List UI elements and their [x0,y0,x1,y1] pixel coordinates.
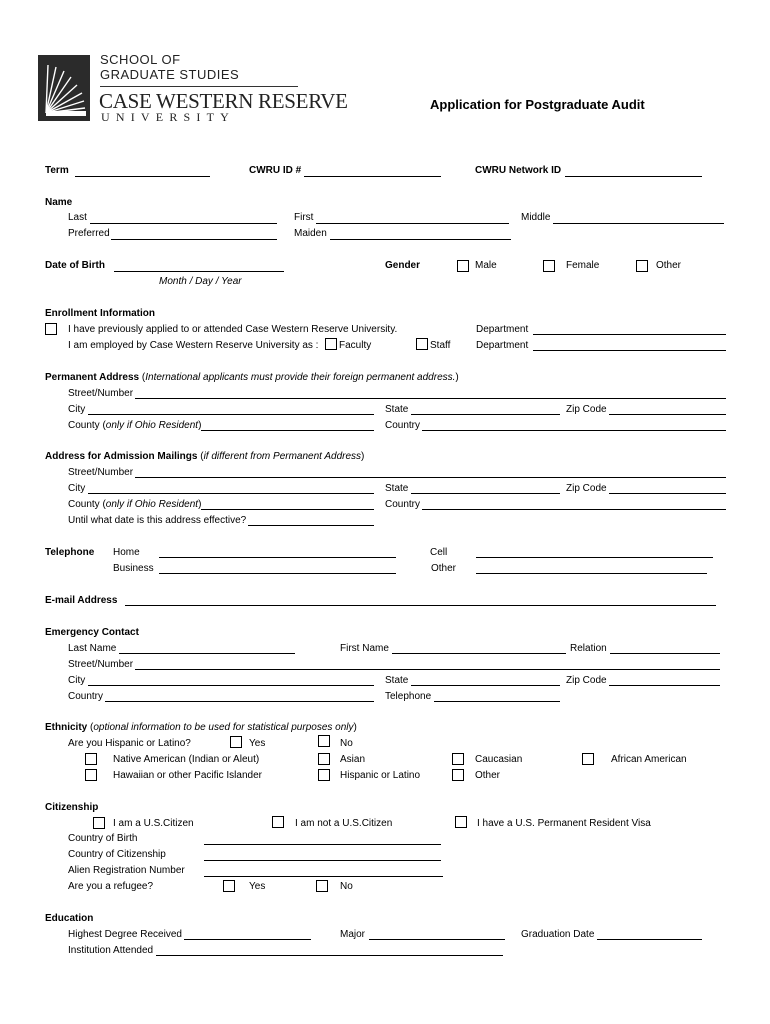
gender-other-checkbox[interactable] [636,260,648,272]
department-field-2[interactable] [533,350,726,351]
refugee-question: Are you a refugee? [68,881,154,892]
permanent-resident-checkbox[interactable] [455,816,467,828]
hawaiian-label: Hawaiian or other Pacific Islander [113,770,262,781]
perm-street-label: Street/Number [68,388,134,399]
emergency-telephone-label: Telephone [385,691,432,702]
perm-city-label: City [68,404,86,415]
highest-degree-label: Highest Degree Received [68,929,182,940]
alien-registration-label: Alien Registration Number [68,865,185,876]
enrollment-heading: Enrollment Information [45,308,155,319]
alien-registration-field[interactable] [204,876,443,877]
department-field-1[interactable] [533,334,726,335]
ethnicity-other-label: Other [475,770,501,781]
perm-county-label: County (only if Ohio Resident) [68,420,202,431]
telephone-label: Telephone [45,547,95,558]
previously-applied-label: I have previously applied to or attended Case Western Reserve University. [68,324,398,335]
mail-state-field[interactable] [411,493,560,494]
dob-field[interactable] [114,271,284,272]
country-of-citizenship-field[interactable] [204,860,441,861]
emergency-zip-label: Zip Code [566,675,607,686]
hawaiian-checkbox[interactable] [85,769,97,781]
middle-name-field[interactable] [553,223,724,224]
emergency-relation-label: Relation [570,643,607,654]
other-phone-field[interactable] [476,573,707,574]
staff-label: Staff [430,340,451,351]
perm-state-label: State [385,404,409,415]
mail-state-label: State [385,483,409,494]
caucasian-label: Caucasian [475,754,523,765]
mail-zip-label: Zip Code [566,483,607,494]
emergency-city-field[interactable] [88,685,374,686]
emergency-telephone-field[interactable] [434,701,560,702]
term-field[interactable] [75,176,210,177]
address-effective-label: Until what date is this address effective? [68,515,247,526]
hispanic-latino-checkbox[interactable] [318,769,330,781]
preferred-name-label: Preferred [68,228,110,239]
hispanic-yes-label: Yes [249,738,266,749]
home-phone-label: Home [113,547,140,558]
other-phone-label: Other [431,563,457,574]
caucasian-checkbox[interactable] [452,753,464,765]
business-phone-label: Business [113,563,154,574]
network-id-field[interactable] [565,176,702,177]
email-field[interactable] [125,605,716,606]
emergency-relation-field[interactable] [610,653,720,654]
cell-phone-label: Cell [430,547,448,558]
dob-format: Month / Day / Year [159,276,242,287]
country-of-birth-label: Country of Birth [68,833,138,844]
cell-phone-field[interactable] [476,557,713,558]
last-name-label: Last [68,212,87,223]
gender-male-checkbox[interactable] [457,260,469,272]
perm-city-field[interactable] [88,414,374,415]
not-us-citizen-label: I am not a U.S.Citizen [295,818,393,829]
first-name-field[interactable] [316,223,509,224]
perm-state-field[interactable] [411,414,560,415]
ethnicity-heading: Ethnicity (optional information to be used for statistical purposes only) [45,722,357,733]
employed-label: I am employed by Case Western Reserve University as : [68,340,319,351]
country-of-citizenship-label: Country of Citizenship [68,849,166,860]
gender-male-label: Male [475,260,497,271]
native-american-checkbox[interactable] [85,753,97,765]
emergency-state-field[interactable] [411,685,560,686]
gender-label: Gender [385,260,421,271]
perm-county-field[interactable] [201,430,374,431]
mailing-address-heading: Address for Admission Mailings (if different from Permanent Address) [45,451,365,462]
emergency-city-label: City [68,675,86,686]
faculty-checkbox[interactable] [325,338,337,350]
staff-checkbox[interactable] [416,338,428,350]
maiden-name-field[interactable] [330,239,511,240]
african-american-label: African American [611,754,687,765]
emergency-last-label: Last Name [68,643,117,654]
hispanic-latino-label: Hispanic or Latino [340,770,421,781]
business-phone-field[interactable] [159,573,396,574]
perm-zip-field[interactable] [609,414,726,415]
mail-street-field[interactable] [135,477,726,478]
perm-street-field[interactable] [135,398,726,399]
mail-street-label: Street/Number [68,467,134,478]
emergency-state-label: State [385,675,409,686]
maiden-name-label: Maiden [294,228,327,239]
gender-other-label: Other [656,260,682,271]
term-label: Term [45,165,69,176]
graduation-date-field[interactable] [597,939,702,940]
institution-field[interactable] [156,955,503,956]
emergency-first-field[interactable] [392,653,566,654]
gender-female-checkbox[interactable] [543,260,555,272]
major-field[interactable] [369,939,505,940]
major-label: Major [340,929,366,940]
hispanic-no-checkbox[interactable] [318,735,330,747]
not-us-citizen-checkbox[interactable] [272,816,284,828]
graduation-date-label: Graduation Date [521,929,595,940]
form-title: Application for Postgraduate Audit [430,97,645,112]
mail-country-field[interactable] [422,509,726,510]
hispanic-yes-checkbox[interactable] [230,736,242,748]
address-effective-field[interactable] [248,525,374,526]
ethnicity-other-checkbox[interactable] [452,769,464,781]
cwru-id-field[interactable] [304,176,441,177]
refugee-yes-checkbox[interactable] [223,880,235,892]
institution-label: Institution Attended [68,945,154,956]
middle-name-label: Middle [521,212,551,223]
native-american-label: Native American (Indian or Aleut) [113,754,260,765]
emergency-first-label: First Name [340,643,389,654]
emergency-country-label: Country [68,691,104,702]
emergency-heading: Emergency Contact [45,627,139,638]
gender-female-label: Female [566,260,600,271]
mail-city-label: City [68,483,86,494]
network-id-label: CWRU Network ID [475,165,562,176]
refugee-yes-label: Yes [249,881,266,892]
emergency-last-field[interactable] [119,653,295,654]
african-american-checkbox[interactable] [582,753,594,765]
us-citizen-checkbox[interactable] [93,817,105,829]
name-heading: Name [45,197,73,208]
hispanic-no-label: No [340,738,353,749]
school-line-2: GRADUATE STUDIES [100,67,240,82]
last-name-field[interactable] [90,223,277,224]
mail-county-field[interactable] [201,509,374,510]
emergency-zip-field[interactable] [609,685,720,686]
department-label-1: Department [476,324,529,335]
mail-country-label: Country [385,499,421,510]
university-word: UNIVERSITY [101,110,235,124]
asian-label: Asian [340,754,366,765]
faculty-label: Faculty [339,340,372,351]
email-label: E-mail Address [45,595,118,606]
sunburst-logo-icon [38,55,90,121]
mail-city-field[interactable] [88,493,374,494]
asian-checkbox[interactable] [318,753,330,765]
logo-divider [100,86,298,87]
previously-applied-checkbox[interactable] [45,323,57,335]
university-name: CASE WESTERN RESERVE [99,89,348,113]
citizenship-heading: Citizenship [45,802,99,813]
mail-county-label: County (only if Ohio Resident) [68,499,202,510]
dob-label: Date of Birth [45,260,105,271]
preferred-name-field[interactable] [111,239,277,240]
hispanic-question: Are you Hispanic or Latino? [68,738,191,749]
emergency-country-field[interactable] [105,701,374,702]
cwru-id-label: CWRU ID # [249,165,302,176]
department-label-2: Department [476,340,529,351]
perm-country-label: Country [385,420,421,431]
us-citizen-label: I am a U.S.Citizen [113,818,194,829]
school-line-1: SCHOOL OF [100,52,181,67]
emergency-street-label: Street/Number [68,659,134,670]
home-phone-field[interactable] [159,557,396,558]
mail-zip-field[interactable] [609,493,726,494]
country-of-birth-field[interactable] [204,844,441,845]
university-logo [38,55,90,121]
permanent-address-heading: Permanent Address (International applicants must provide their foreign permanent address.) [45,372,459,383]
refugee-no-label: No [340,881,353,892]
emergency-street-field[interactable] [135,669,720,670]
education-heading: Education [45,913,94,924]
permanent-resident-label: I have a U.S. Permanent Resident Visa [477,818,651,829]
perm-zip-label: Zip Code [566,404,607,415]
first-name-label: First [294,212,314,223]
refugee-no-checkbox[interactable] [316,880,328,892]
highest-degree-field[interactable] [184,939,311,940]
perm-country-field[interactable] [422,430,726,431]
